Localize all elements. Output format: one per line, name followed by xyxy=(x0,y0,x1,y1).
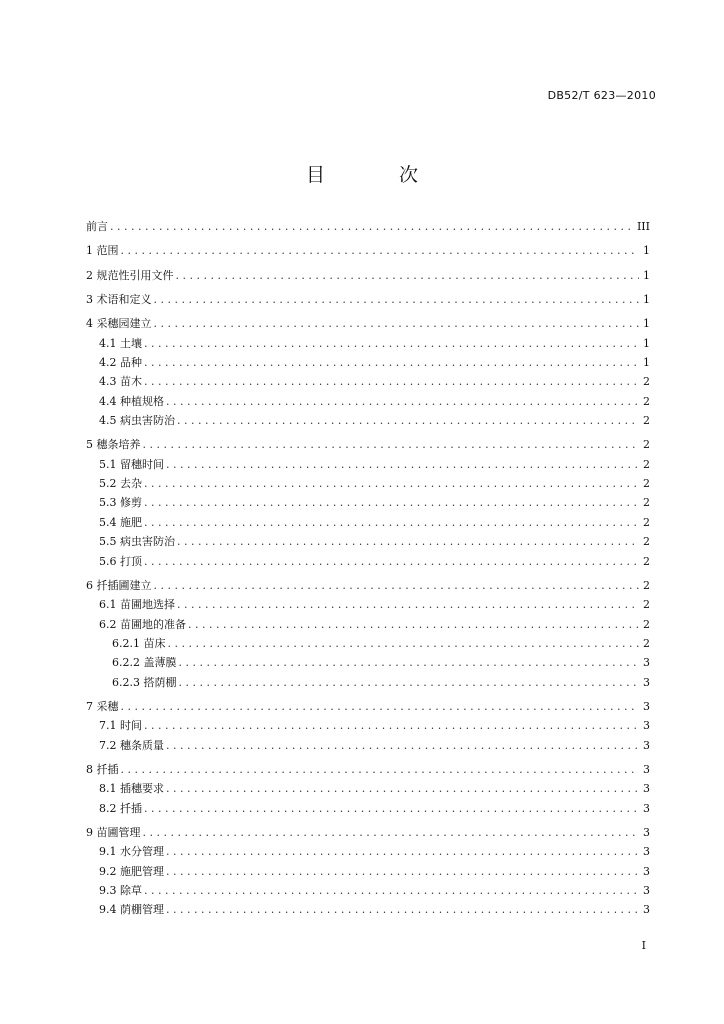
toc-entry-page: 2 xyxy=(643,477,650,491)
toc-leader-dots xyxy=(144,884,639,897)
toc-leader-dots xyxy=(166,903,639,916)
toc-entry[interactable] xyxy=(86,616,650,635)
toc-leader-dots xyxy=(143,438,640,451)
toc-entry-label: 6.2.2 盖薄膜 xyxy=(112,656,177,670)
standard-code: DB52/T 623—2010 xyxy=(547,89,656,102)
toc-entry[interactable] xyxy=(86,315,650,334)
toc-entry[interactable] xyxy=(86,698,650,717)
toc-leader-dots xyxy=(144,337,639,350)
toc-leader-dots xyxy=(144,719,639,732)
toc-entry[interactable] xyxy=(86,761,650,780)
toc-entry[interactable] xyxy=(86,475,650,494)
toc-entry-label: 9.2 施肥管理 xyxy=(99,864,164,878)
toc-entry-page: 2 xyxy=(643,598,650,612)
toc-entry-page: 3 xyxy=(643,699,650,713)
toc-entry-page: 3 xyxy=(643,801,650,815)
toc-entry-label: 8.2 扦插 xyxy=(99,801,142,815)
toc-entry-page: 2 xyxy=(643,375,650,389)
toc-entry[interactable] xyxy=(86,596,650,615)
toc-entry[interactable] xyxy=(86,494,650,513)
toc-entry[interactable] xyxy=(86,456,650,475)
toc-entry-label: 前言 xyxy=(86,220,108,233)
toc-leader-dots xyxy=(179,676,640,689)
toc-entry-page: 1 xyxy=(643,244,650,258)
page-title: 目 次 xyxy=(305,164,453,186)
toc-entry-label: 3 术语和定义 xyxy=(86,293,152,307)
toc-leader-dots xyxy=(166,865,639,878)
toc-leader-dots xyxy=(154,317,640,330)
toc-leader-dots xyxy=(110,220,633,233)
toc-entry-page: 3 xyxy=(643,903,650,917)
toc-entry[interactable] xyxy=(86,800,650,819)
toc-leader-dots xyxy=(154,579,640,592)
toc-entry-label: 8.1 插穗要求 xyxy=(99,782,164,796)
toc-entry-label: 4.1 土壤 xyxy=(99,336,142,350)
toc-entry-page: 1 xyxy=(643,317,650,331)
toc-entry[interactable] xyxy=(86,901,650,920)
toc-entry-label: 4.4 种植规格 xyxy=(99,394,164,408)
toc-leader-dots xyxy=(144,555,639,568)
toc-entry-page: 3 xyxy=(643,675,650,689)
toc-leader-dots xyxy=(121,700,640,713)
toc-entry-label: 4.3 苗木 xyxy=(99,375,142,389)
toc-entry[interactable] xyxy=(86,514,650,533)
toc-entry-label: 5.6 打顶 xyxy=(99,554,142,568)
toc-entry-page: 2 xyxy=(643,554,650,568)
toc-entry-label: 6.2.1 苗床 xyxy=(112,636,166,650)
toc-leader-dots xyxy=(121,763,640,776)
toc-entry-label: 4 采穗园建立 xyxy=(86,317,152,331)
toc-entry[interactable] xyxy=(86,218,650,237)
toc-leader-dots xyxy=(144,477,639,490)
toc-entry-page: 3 xyxy=(643,825,650,839)
toc-entry-label: 9 苗圃管理 xyxy=(86,825,141,839)
toc-entry-label: 6.1 苗圃地选择 xyxy=(99,598,175,612)
toc-leader-dots xyxy=(166,845,639,858)
toc-entry-page: 3 xyxy=(643,719,650,733)
toc-entry[interactable] xyxy=(86,267,650,286)
toc-entry-page: 2 xyxy=(643,414,650,428)
table-of-contents xyxy=(86,218,650,921)
toc-leader-dots xyxy=(121,244,640,257)
toc-leader-dots xyxy=(177,535,639,548)
toc-entry-page: 1 xyxy=(643,356,650,370)
toc-entry-page: 2 xyxy=(643,636,650,650)
toc-leader-dots xyxy=(177,598,639,611)
toc-entry-page: 1 xyxy=(643,336,650,350)
toc-entry-label: 6.2 苗圃地的准备 xyxy=(99,617,186,631)
toc-entry[interactable] xyxy=(86,737,650,756)
toc-entry[interactable] xyxy=(86,577,650,596)
toc-entry[interactable] xyxy=(86,824,650,843)
toc-entry-page: 1 xyxy=(643,293,650,307)
toc-entry[interactable] xyxy=(86,533,650,552)
toc-entry-page: 3 xyxy=(643,782,650,796)
toc-entry-page: 1 xyxy=(643,268,650,282)
toc-entry-label: 6.2.3 搭荫棚 xyxy=(112,675,177,689)
toc-entry-label: 1 范围 xyxy=(86,244,119,258)
toc-entry-label: 9.4 荫棚管理 xyxy=(99,903,164,917)
toc-leader-dots xyxy=(144,496,639,509)
page-number: I xyxy=(641,939,646,952)
toc-entry-page: 2 xyxy=(643,457,650,471)
toc-leader-dots xyxy=(188,618,639,631)
toc-entry[interactable] xyxy=(86,882,650,901)
toc-entry[interactable] xyxy=(86,780,650,799)
toc-entry-page: 3 xyxy=(643,762,650,776)
toc-entry-page: 3 xyxy=(643,656,650,670)
toc-entry-label: 8 扦插 xyxy=(86,762,119,776)
toc-leader-dots xyxy=(177,414,639,427)
toc-entry-label: 5.4 施肥 xyxy=(99,515,142,529)
toc-entry-label: 5.2 去杂 xyxy=(99,477,142,491)
toc-entry[interactable] xyxy=(86,436,650,455)
toc-leader-dots xyxy=(144,802,639,815)
toc-leader-dots xyxy=(176,269,640,282)
toc-entry-page: 2 xyxy=(643,438,650,452)
toc-leader-dots xyxy=(143,826,640,839)
toc-entry-page: 2 xyxy=(643,496,650,510)
toc-leader-dots xyxy=(168,637,640,650)
toc-leader-dots xyxy=(144,356,639,369)
toc-entry-page: 3 xyxy=(643,738,650,752)
toc-entry-label: 5.5 病虫害防治 xyxy=(99,535,175,549)
toc-entry[interactable] xyxy=(86,335,650,354)
toc-entry-label: 5 穗条培养 xyxy=(86,438,141,452)
toc-entry-label: 7.1 时间 xyxy=(99,719,142,733)
toc-entry-page: III xyxy=(636,220,650,233)
toc-entry[interactable] xyxy=(86,291,650,310)
toc-entry[interactable] xyxy=(86,393,650,412)
toc-entry-label: 7 采穗 xyxy=(86,699,119,713)
toc-entry-page: 3 xyxy=(643,884,650,897)
toc-entry-page: 2 xyxy=(643,515,650,529)
toc-leader-dots xyxy=(179,656,640,669)
toc-entry-label: 4.5 病虫害防治 xyxy=(99,414,175,428)
toc-leader-dots xyxy=(144,516,639,529)
toc-entry[interactable] xyxy=(86,674,650,693)
toc-leader-dots xyxy=(166,739,639,752)
toc-entry-label: 5.3 修剪 xyxy=(99,496,142,510)
toc-entry[interactable] xyxy=(86,553,650,572)
toc-entry-page: 2 xyxy=(643,578,650,592)
toc-entry[interactable] xyxy=(86,242,650,261)
toc-entry-label: 9.1 水分管理 xyxy=(99,845,164,859)
toc-entry-page: 2 xyxy=(643,535,650,549)
toc-entry[interactable] xyxy=(86,717,650,736)
toc-leader-dots xyxy=(166,395,639,408)
toc-leader-dots xyxy=(144,375,639,388)
toc-entry[interactable] xyxy=(86,863,650,882)
toc-entry-label: 7.2 穗条质量 xyxy=(99,738,164,752)
toc-entry[interactable] xyxy=(86,654,650,673)
toc-entry[interactable] xyxy=(86,373,650,392)
toc-entry-label: 2 规范性引用文件 xyxy=(86,268,174,282)
toc-entry-label: 6 扦插圃建立 xyxy=(86,578,152,592)
toc-leader-dots xyxy=(166,458,639,471)
toc-leader-dots xyxy=(166,782,639,795)
toc-entry-page: 2 xyxy=(643,617,650,631)
toc-entry[interactable] xyxy=(86,843,650,862)
toc-entry-page: 3 xyxy=(643,845,650,859)
toc-entry-label: 5.1 留穗时间 xyxy=(99,457,164,471)
toc-entry[interactable] xyxy=(86,635,650,654)
toc-entry[interactable] xyxy=(86,412,650,431)
toc-entry-label: 9.3 除草 xyxy=(99,884,142,897)
toc-entry-page: 3 xyxy=(643,864,650,878)
toc-entry-label: 4.2 品种 xyxy=(99,356,142,370)
toc-entry[interactable] xyxy=(86,354,650,373)
toc-leader-dots xyxy=(154,293,640,306)
toc-entry-page: 2 xyxy=(643,394,650,408)
